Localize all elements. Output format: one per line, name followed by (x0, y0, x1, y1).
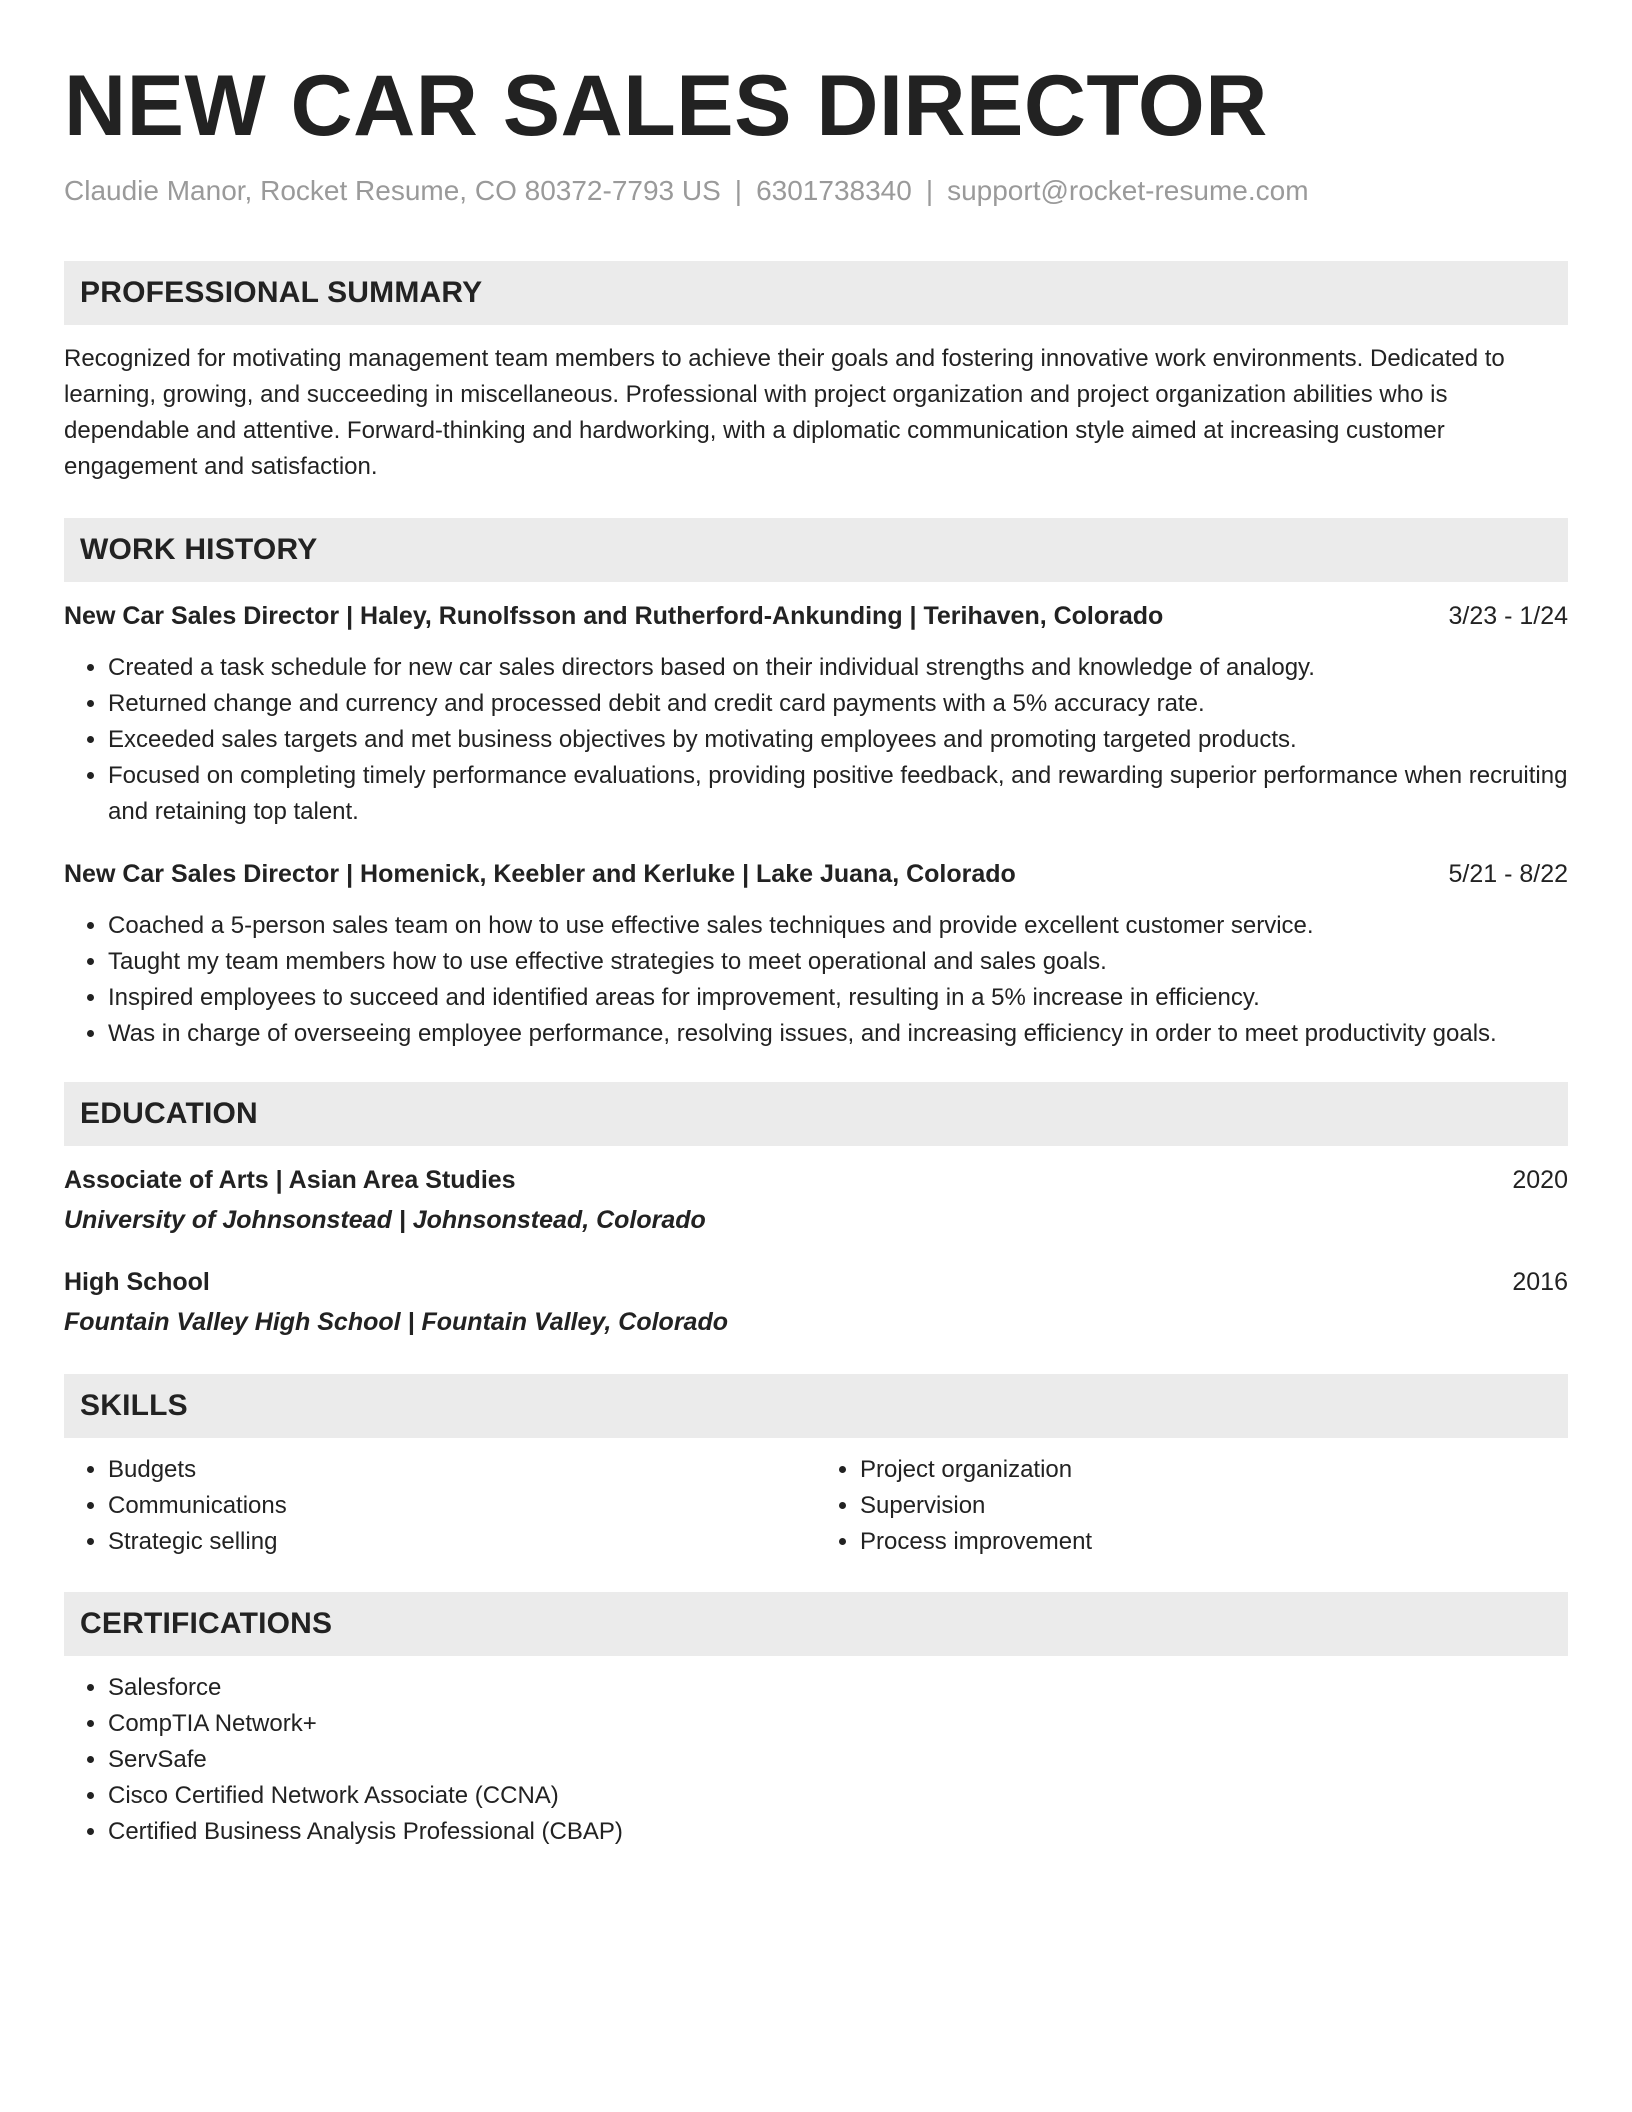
job-bullet: • Created a task schedule for new car sales directors based on their individual strengths and knowledge of analogy. (108, 650, 1568, 686)
certifications-list (64, 1670, 1568, 1850)
contact-email: support@rocket-resume.com (947, 175, 1309, 206)
education-entry (64, 1162, 1568, 1238)
job-bullet: • Was in charge of overseeing employee performance, resolving issues, and increasing efficiency in order to meet productivity goals. (108, 1016, 1568, 1052)
job-bullet: • Inspired employees to succeed and identified areas for improvement, resulting in a 5% increase in efficiency. (108, 980, 1568, 1016)
skills-columns (64, 1452, 1568, 1560)
section-heading-certifications: CERTIFICATIONS (64, 1592, 1568, 1656)
skill-item: • Communications (108, 1488, 816, 1524)
section-heading-education: EDUCATION (64, 1082, 1568, 1146)
job-entry (64, 598, 1568, 830)
education-school: University of Johnsonstead | Johnsonstead, Colorado (64, 1206, 706, 1234)
contact-separator: | (925, 175, 934, 206)
resume-title: NEW CAR SALES DIRECTOR (64, 58, 1268, 154)
contact-phone: 6301738340 (756, 175, 912, 206)
job-bullet: • Coached a 5-person sales team on how to use effective sales techniques and provide excellent customer service. (108, 908, 1568, 944)
job-bullet: • Exceeded sales targets and met business objectives by motivating employees and promoting targeted products. (108, 722, 1568, 758)
skill-item: • Project organization (860, 1452, 1568, 1488)
section-heading-skills: SKILLS (64, 1374, 1568, 1438)
education-year: 2016 (1512, 1268, 1568, 1296)
skill-item: • Strategic selling (108, 1524, 816, 1560)
job-title: New Car Sales Director | Homenick, Keebler and Kerluke | Lake Juana, Colorado (64, 860, 1016, 888)
summary-text: Recognized for motivating management team members to achieve their goals and fostering innovative work environments. Dedicated to learning, growing, and succeeding in miscellaneous. Professional with project organization and project organization abilities who is dependable and attentive. Forward-thinking and hardworking, with a diplomatic communication style aimed at increasing customer engagement and satisfaction. (64, 345, 1505, 480)
education-school: Fountain Valley High School | Fountain Valley, Colorado (64, 1308, 728, 1336)
contact-separator: | (734, 175, 743, 206)
education-degree: High School (64, 1268, 210, 1296)
job-header (64, 598, 1568, 634)
certification-item: • ServSafe (108, 1742, 1568, 1778)
job-title: New Car Sales Director | Haley, Runolfsson and Rutherford-Ankunding | Terihaven, Colorado (64, 602, 1164, 630)
job-bullet: • Taught my team members how to use effective strategies to meet operational and sales goals. (108, 944, 1568, 980)
job-bullet-list (64, 908, 1568, 1052)
contact-address: Claudie Manor, Rocket Resume, CO 80372-7793 US (64, 175, 721, 206)
skills-list-left (64, 1452, 816, 1560)
job-bullet: • Focused on completing timely performance evaluations, providing positive feedback, and rewarding superior performance when recruiting and retaining top talent. (108, 758, 1568, 830)
education-year: 2020 (1512, 1166, 1568, 1194)
education-header (64, 1264, 1568, 1300)
certification-item: • Cisco Certified Network Associate (CCNA) (108, 1778, 1568, 1814)
job-entry (64, 856, 1568, 1052)
education-header (64, 1162, 1568, 1198)
certification-item: • Salesforce (108, 1670, 1568, 1706)
job-dates: 3/23 - 1/24 (1448, 602, 1568, 630)
job-dates: 5/21 - 8/22 (1448, 860, 1568, 888)
job-bullet-list (64, 650, 1568, 830)
certification-item: • CompTIA Network+ (108, 1706, 1568, 1742)
certification-item: • Certified Business Analysis Professional (CBAP) (108, 1814, 1568, 1850)
job-bullet: • Returned change and currency and processed debit and credit card payments with a 5% accuracy rate. (108, 686, 1568, 722)
job-header (64, 856, 1568, 892)
skill-item: • Process improvement (860, 1524, 1568, 1560)
education-entry (64, 1264, 1568, 1340)
skill-item: • Budgets (108, 1452, 816, 1488)
skills-list-right (816, 1452, 1568, 1560)
section-heading-work-history: WORK HISTORY (64, 518, 1568, 582)
contact-line (64, 174, 1568, 208)
education-degree: Associate of Arts | Asian Area Studies (64, 1166, 516, 1194)
skill-item: • Supervision (860, 1488, 1568, 1524)
section-heading-summary: PROFESSIONAL SUMMARY (64, 261, 1568, 325)
